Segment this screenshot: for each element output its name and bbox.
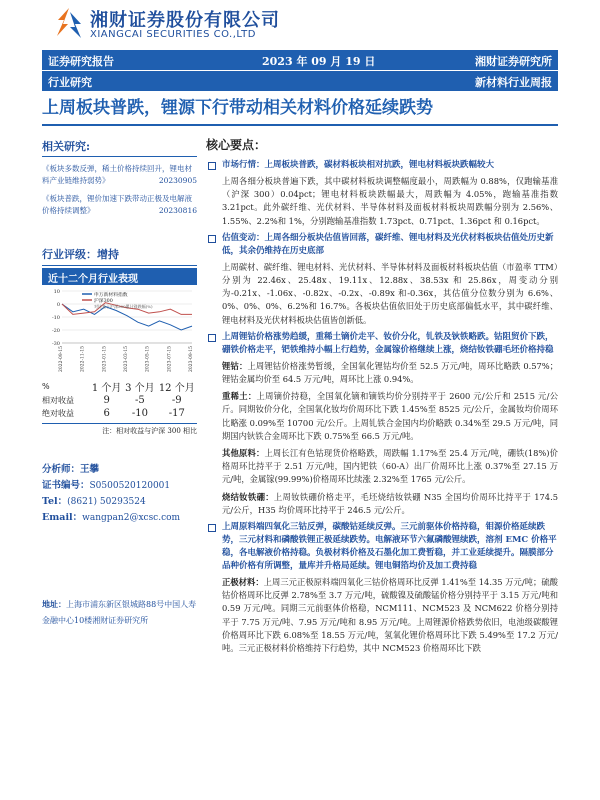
related-research xyxy=(42,138,197,217)
paragraph-other-materials: 其他原料：上周长江有色钴现货价格略跌，周跌幅 1.17%至 25.4 万元/吨，硼铁(18%)价格周环比持平于 2.51 万元/吨，国内钯铁（60-A）出厂价周环比上涨 0.37%至 27.15 万元/吨，金属镓(99.99%)价格周环比续涨 2.32%至 1765 元/公斤。 xyxy=(222,448,558,485)
header-bar-bottom xyxy=(42,71,558,91)
table-header: 12 个月 xyxy=(158,383,195,394)
row-label: 绝对收益 xyxy=(42,409,74,418)
paragraph-cathode: 正极材料：上周三元正极原料端四氧化三钴价格周环比反弹 1.41%至 14.35 万元/吨；硫酸钴价格周环比反弹 2.78%至 3.7 万元/吨，硫酸镍及硫酸锰价格分别持平于 3.15 万元/吨和 0.59 万元/吨。同期三元前驱体价格稳，NCM111、NCM523 及 NCM622 价格分别持平于 7.75 万元/吨、7.95 万元/吨和 8.95 万元/吨。上周锂源价格跌势依旧，电池级碳酸锂价格周环比下跌 6.08%至 18.55 万元/吨，氢氧化锂价格周环比下跌 5.49%至 17.2 万元/吨。三元正极材料价格维持下行趋势，其中 NCM523 价格周环比下跌 xyxy=(222,577,558,654)
page-title: 上周板块普跌，锂源下行带动相关材料价格延续跌势 xyxy=(42,98,433,118)
row-label: 相对收益 xyxy=(42,396,74,405)
analyst-info xyxy=(42,462,197,526)
bullet-market: 市场行情：上周板块普跌，碳材料板块相对抗跌，锂电材料板块跌幅较大 xyxy=(206,159,558,172)
tel-label: Tel： xyxy=(42,496,68,507)
x-tick-label: 2023-03-15 xyxy=(124,346,129,372)
table-cell: -10 xyxy=(131,408,148,419)
report-series: 新材料行业周报 xyxy=(475,76,552,89)
research-category: 行业研究 xyxy=(48,76,92,89)
bullet-valuation: 估值变动：上周各细分板块估值皆回落，碳纤维、锂电材料及光伏材料板块估值处历史新低，其余仍维持在历史底部 xyxy=(206,232,558,258)
x-tick-label: 2023-01-15 xyxy=(102,346,108,372)
email-link[interactable]: wangpan2@xcsc.com xyxy=(82,513,181,523)
performance-heading xyxy=(42,268,197,285)
paragraph-ndfeb: 烧结钕铁硼：上周钕铁硼价格走平，毛坯烧结钕铁硼 N35 全国均价周环比持平于 174.5 元/公斤，H35 均价周环比持平于 246.5 元/公斤。 xyxy=(222,491,558,515)
address-block xyxy=(42,596,197,629)
related-item[interactable] xyxy=(42,163,197,187)
report-type: 证券研究报告 xyxy=(48,55,114,68)
y-tick-label: 10 xyxy=(53,289,60,295)
y-tick-label: -30 xyxy=(51,341,60,347)
chart-note: 对比基于沪深300累计涨跌幅(%) xyxy=(94,304,153,309)
header-bar-top xyxy=(42,50,558,70)
table-cell: -9 xyxy=(171,395,182,406)
y-tick-label: -20 xyxy=(51,328,60,334)
table-header: 1 个月 xyxy=(91,383,122,394)
related-item-date: 20230905 xyxy=(158,176,197,185)
y-tick-label: -10 xyxy=(51,315,60,321)
table-row xyxy=(42,394,197,407)
x-tick-label: 2022-09-15 xyxy=(59,346,64,372)
table-cell: 9 xyxy=(103,395,110,406)
legend-label: 申万新材料指数 xyxy=(94,293,128,298)
analyst-label: 分析师： xyxy=(42,464,81,475)
email-label: Email： xyxy=(42,512,83,523)
performance-heading-text: 近十二个月行业表现 xyxy=(48,274,138,285)
table-cell: -5 xyxy=(135,395,145,406)
table-header: 3 个月 xyxy=(125,383,155,394)
tel-number: (8621) 50293524 xyxy=(67,497,146,507)
y-tick-label: 0 xyxy=(56,302,60,308)
table-cell: 6 xyxy=(103,408,110,419)
related-item-date: 20230816 xyxy=(158,206,197,215)
core-points-heading: 核心要点： xyxy=(206,138,267,152)
page-header xyxy=(0,0,600,48)
cert-label: 证书编号： xyxy=(42,480,90,491)
analyst-name: 王攀 xyxy=(80,464,100,475)
legend-label: 沪深300 xyxy=(94,299,113,304)
bullet-battery-materials: 上周原料端四氧化三钴反弹，碳酸钴延续反弹。三元前驱体价格持稳，钼源价格延续跌势，三元材料和磷酸铁锂正极延续跌势。电解液环节六氟磷酸锂续跌，溶剂 EMC 价格平稳，各电解液价格持稳。负极材料价格及石墨化加工费暂稳，并工业延续提升。隔膜部分品种价格有所调整，量库并升格局延续。锂电铜箔均价及加工费持稳 xyxy=(206,521,558,573)
table-note: 注：相对收益与沪深 300 相比 xyxy=(42,423,197,436)
paragraph-heavy-rare-earth: 重稀土：上周镝价持稳，全国氧化镝和镝铁均价分别持平于 2600 元/公斤和 2515 元/公斤。同期钕价分化，全国氧化钕均价周环比下跌 1.45%至 8525 元/公斤，金属钕均价周环比略涨 0.09%至 10700 元/公斤。上周钆铁合金国内均价略跌 0.34%至 29.5 万元/吨，同期国内钬铁合金周环比下跌 0.75%至 66.5 万元/吨。 xyxy=(222,391,558,441)
company-logo-icon xyxy=(54,6,84,40)
cert-number: S0500520120001 xyxy=(89,481,171,491)
bullet-metals: 上周锂钴价格涨势趋缓，重稀土镝价走平、钕价分化，钆铁及钬铁略跌。钴阻贸价下跌，硼铁价格走平，钯铁维持小幅上行趋势，金属镓价格继续上涨，烧结钕铁硼毛坯价格持稳 xyxy=(206,331,558,357)
paragraph-lithium-cobalt: 锂钴：上周锂钴价格涨势暂缓，全国氧化锂钴均价至 52.5 万元/吨，周环比略跌 0.57%；锂钴金属均价至 64.5 万元/吨，周环比上涨 0.94%。 xyxy=(222,360,558,385)
address-text: 上海市浦东新区银城路88号中国人寿金融中心10楼湘财证券研究所 xyxy=(42,600,197,625)
institute-name: 湘财证券研究所 xyxy=(475,55,552,68)
main-content xyxy=(206,136,558,659)
performance-table xyxy=(42,379,197,420)
paragraph-market: 上周各细分板块普遍下跌，其中碳材料板块调整幅度最小，周跌幅为 0.88%，仅跑输基准（沪深 300）0.04pct；锂电材料板块跌幅最大，周跌幅为 4.05%，跑输基准指数 3.21pct。此外碳纤维、光伏材料、半导体材料及面板材料板块周跌幅分别为 2.56%、1.55%、2.2%和 1%，分别跑输基准指数 1.73pct、0.71pct、1.36pct 和 0.16pct。 xyxy=(222,176,558,226)
table-cell: -17 xyxy=(168,408,185,419)
company-name-cn: 湘财证券股份有限公司 xyxy=(90,10,280,31)
address-label: 地址： xyxy=(42,599,66,609)
related-heading: 相关研究: xyxy=(42,138,197,157)
report-date: 2023 年 09 月 19 日 xyxy=(262,55,376,68)
table-header-row xyxy=(42,379,197,394)
industry-rating: 行业评级：增持 xyxy=(42,246,197,266)
table-row xyxy=(42,407,197,420)
x-tick-label: 2022-11-15 xyxy=(80,346,86,372)
paragraph-valuation: 上周碳材、碳纤维、锂电材料、光伏材料、半导体材料及面板材料板块估值（市盈率 TTM）分别为 22.46x、25.48x、19.11x、12.88x、38.53x 和 25.86x，周变动分别为-0.21x、-1.06x、-0.82x、-0.2x、-0.89x 和-0.36x，其估值分位数分别为 6.6%、0%、0%、0%、6.2%和 16.7%。各板块估值依旧处于历史底部偏低水平，其中碳纤维、锂电材料及光伏材料板块估值皆创新低。 xyxy=(222,261,558,325)
related-item-title: 《板块多数反弹，稀土价格持续回升，锂电材料产业链维持弱势》 xyxy=(42,164,192,185)
title-divider xyxy=(42,124,558,126)
x-tick-label: 2023-07-15 xyxy=(167,346,173,372)
related-item-title: 《板块普跌，锂价加速下跌带动正极及电解液价格持续调整》 xyxy=(42,194,192,215)
performance-chart xyxy=(42,287,197,379)
table-header: % xyxy=(42,382,50,391)
x-tick-label: 2023-05-15 xyxy=(145,346,151,372)
company-name-en: XIANGCAI SECURITIES CO.,LTD xyxy=(90,29,256,40)
related-item[interactable] xyxy=(42,193,197,217)
x-tick-label: 2023-09-15 xyxy=(189,346,194,372)
